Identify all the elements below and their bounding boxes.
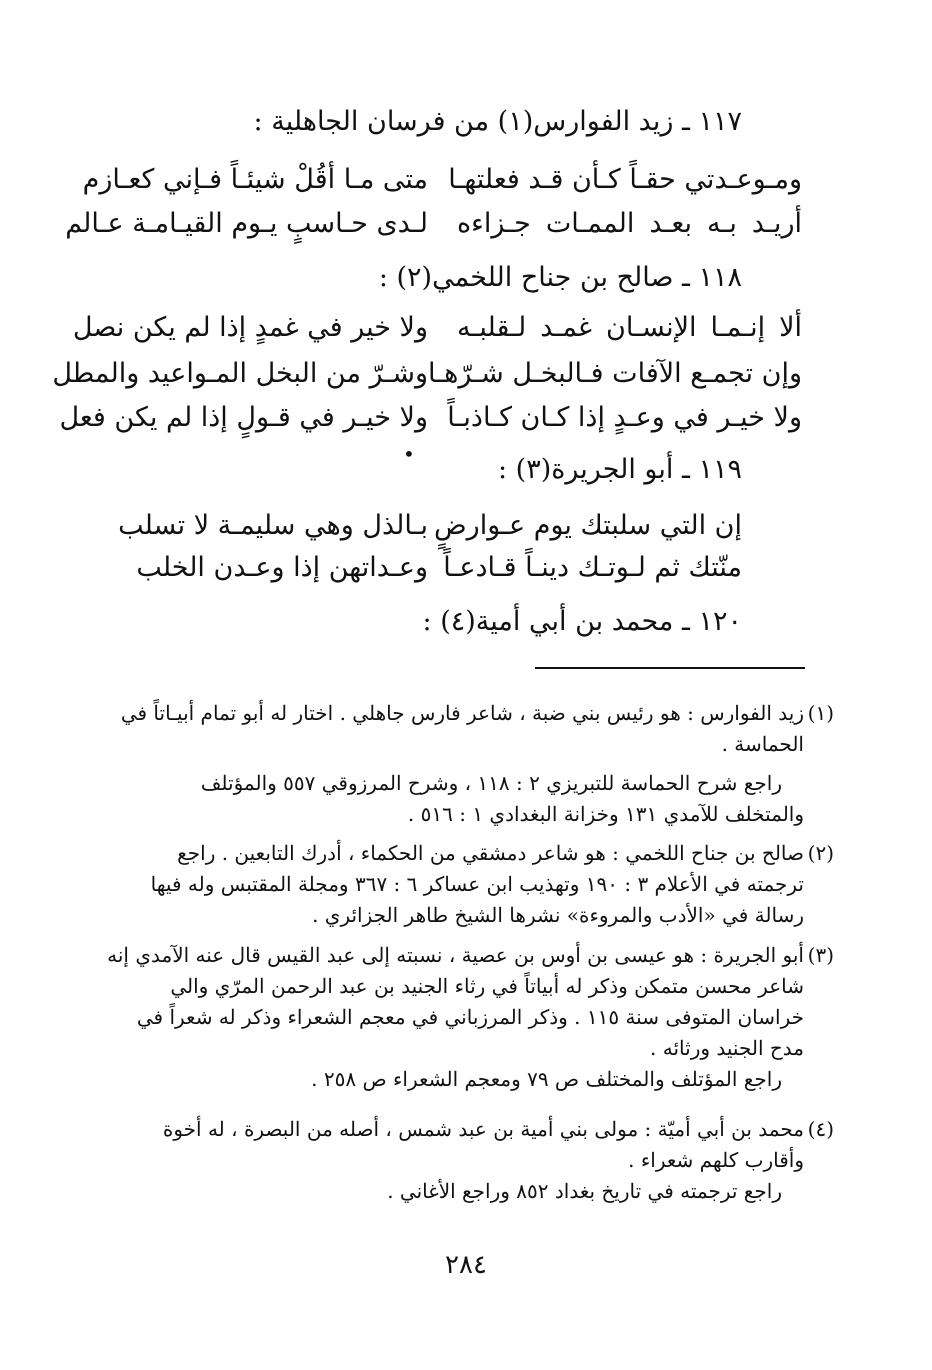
footnote-line: راجع شرح الحماسة للتبريزي ٢ : ١١٨ ، وشرح المرزوقي ٥٥٧ والمؤتلف: [200, 771, 782, 795]
verse-first-hemistich: وإن تجمـع الآفات فـالبخـل شـرّهـا: [428, 358, 802, 389]
entry-heading: ١٢٠ ـ محمد بن أبي أمية(٤) :: [422, 606, 742, 637]
verse-second-hemistich: وشـرّ من البخل المـواعيد والمطل: [52, 358, 428, 389]
entry-heading: ١١٨ ـ صالح بن جناح اللخمي(٢) :: [378, 262, 742, 293]
footnote-reference: [100, 768, 804, 830]
footnote-line: أبو الجريرة : هو عيسى بن أوس بن عصية ، نسبته إلى عبد القيس قال عنه الآمدي إنه: [107, 943, 804, 967]
verse-second-hemistich: متى مـا أقُلْ شيئـاً فـإني كعـازم: [82, 164, 428, 195]
footnote-line: شاعر محسن متمكن وذكر له أبياتاً في رثاء الجنيد بن عبد الرحمن المرّي والي: [170, 974, 804, 998]
page-number: ٢٨٤: [445, 1250, 487, 1280]
verse-first-hemistich: ولا خيـر في وعـدٍ إذا كـان كـاذبـاً: [447, 402, 802, 433]
footnote-line: وأقارب كلهم شعراء .: [628, 1148, 804, 1172]
footnote-line: والمتخلف للآمدي ١٣١ وخزانة البغدادي ١ : ٥١٦ .: [407, 802, 804, 826]
footnote: [100, 698, 834, 760]
verse-first-hemistich: ومـوعـدتي حقـاً كـأن قـد فعلتهـا: [448, 164, 802, 195]
footnote-line: راجع ترجمته في تاريخ بغداد ٨٥٢ وراجع الأغاني .: [387, 1179, 782, 1203]
footnote: [100, 1114, 834, 1207]
verse-first-hemistich: إن التي سلبتك يوم عـوارضٍ: [434, 510, 742, 541]
footnote-line: مدح الجنيد ورثائه .: [650, 1036, 804, 1060]
footnote-number: (٤): [807, 1117, 834, 1141]
verse-second-hemistich: ولا خير في غمدٍ إذا لم يكن نصل: [72, 312, 428, 343]
footnote-line: راجع المؤتلف والمختلف ص ٧٩ ومعجم الشعراء ص ٢٥٨ .: [311, 1067, 782, 1091]
verse-second-hemistich: بـالذل وهي سليمـة لا تسلب: [118, 510, 428, 541]
entry-heading: ١١٧ ـ زيد الفوارس(١) من فرسان الجاهلية :: [253, 106, 742, 137]
footnote-line: خراسان المتوفى سنة ١١٥ . وذكر المرزباني في معجم الشعراء وذكر له شعراً في: [136, 1005, 804, 1029]
footnote-separator: [535, 667, 805, 669]
footnote-number: (٢): [807, 841, 834, 865]
footnote-line: رسالة في «الأدب والمروءة» نشرها الشيخ طاهر الجزائري .: [312, 903, 804, 927]
verse-first-hemistich: منّتك ثم لـوتـك دينـاً قـادعـاً: [443, 552, 742, 583]
entry-heading: ١١٩ ـ أبو الجريرة(٣) :: [497, 454, 742, 485]
footnote-line: صالح بن جناح اللخمي : هو شاعر دمشقي من الحكماء ، أدرك التابعين . راجع: [177, 841, 804, 865]
footnote: [100, 838, 834, 931]
verse-second-hemistich: لـدى حـاسبٍ يـوم القيـامـة عـالم: [65, 208, 428, 239]
footnote-line: محمد بن أبي أميّة : مولى بني أمية بن عبد شمس ، أصله من البصرة ، له أخوة: [162, 1117, 804, 1141]
footnote-line: زيد الفوارس : هو رئيس بني ضبة ، شاعر فارس جاهلي . اختار له أبو تمام أبيـاتاً في: [120, 701, 804, 725]
verse-first-hemistich: ألا إنـمـا الإنسـان غمـد لـقلبـه: [457, 312, 802, 343]
stray-mark: •: [403, 442, 415, 466]
footnote-number: (٣): [807, 943, 834, 967]
footnote-line: ترجمته في الأعلام ٣ : ١٩٠ وتهذيب ابن عساكر ٦ : ٣٦٧ ومجلة المقتبس وله فيها: [150, 872, 804, 896]
footnote-line: الحماسة .: [721, 732, 804, 756]
verse-second-hemistich: وعـداتهن إذا وعـدن الخلب: [136, 552, 428, 583]
verse-first-hemistich: أريـد بـه بعـد الممـات جـزاءه: [457, 208, 802, 239]
footnote: [100, 940, 834, 1095]
verse-second-hemistich: ولا خيـر في قـولٍ إذا لم يكن فعل: [59, 402, 428, 433]
footnote-number: (١): [807, 701, 834, 725]
